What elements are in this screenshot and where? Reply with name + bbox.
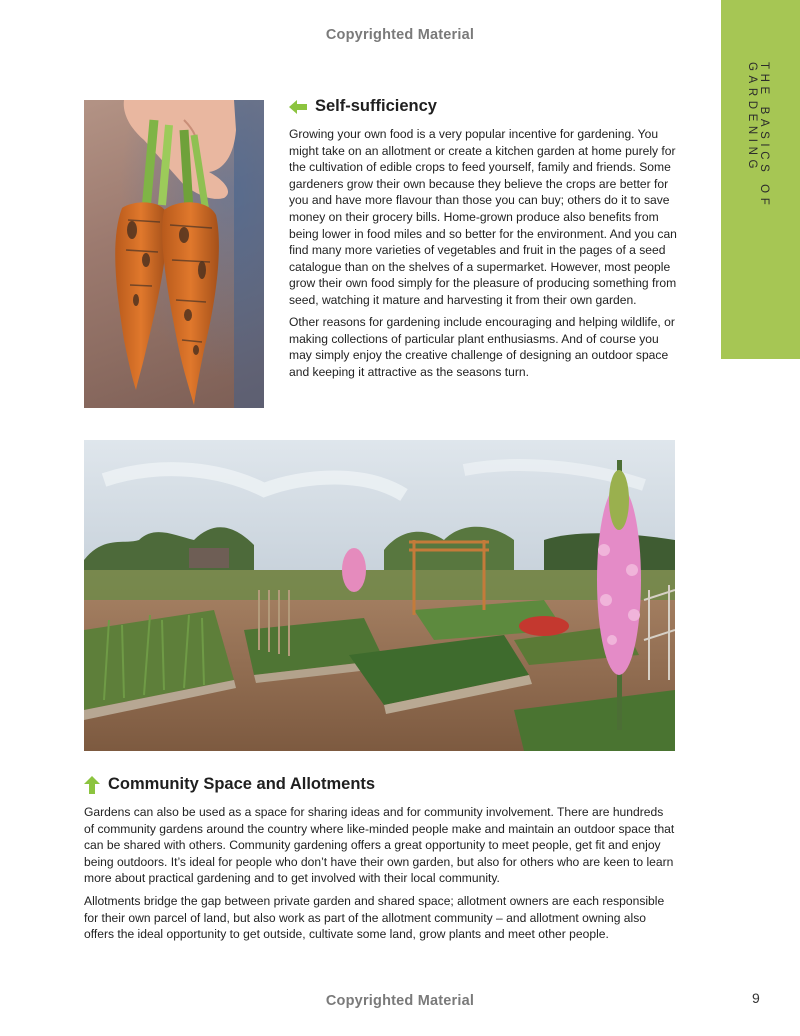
self-sufficiency-paragraph-2: Other reasons for gardening include encouraging and helping wildlife, or making collections of particular plant enthusiasms. And of course you may simply enjoy the creative challenge of designing an outdoor space and keeping it attractive as the seasons turn.	[289, 315, 675, 379]
watermark-bottom: Copyrighted Material	[325, 993, 475, 1009]
page-number: 9	[752, 990, 760, 1006]
watermark-top: Copyrighted Material	[325, 27, 475, 43]
allotment-garden-photo	[84, 440, 675, 751]
community-paragraph-1: Gardens can also be used as a space for sharing ideas and for community involvement. There are hundreds of community gardens around the country where like-minded people make and maintain an outdoor space that can be shared with others. Community gardening offers a great opportunity to meet people, get fit and enjoy being outdoors. It’s ideal for people who don’t have their own garden, but also for others who are keen to learn more about practical gardening and to get involved with their local community.	[84, 805, 675, 886]
self-sufficiency-heading	[289, 97, 437, 116]
community-paragraph-2: Allotments bridge the gap between private garden and shared space; allotment owners are each responsible for their own parcel of land, but also work as part of the allotment community – and allotment owning also offers the ideal opportunity to get outside, cultivate some land, grow plants and meet other people.	[84, 894, 665, 942]
arrow-up-icon	[84, 776, 100, 794]
chapter-title: THE BASICS OF GARDENING	[746, 62, 770, 210]
community-title: Community Space and Allotments	[108, 775, 376, 793]
carrots-photo	[84, 100, 264, 408]
self-sufficiency-paragraph-1: Growing your own food is a very popular incentive for gardening. You might take on an allotment or create a kitchen garden at home purely for the cultivation of edible crops to feed yourself, family and friends. Some gardeners grow their own because they believe the crops are better for you and have more flavour than those you can buy; others do it to save money on their grocery bills. Home-grown produce also benefits from being lower in food miles and so better for the environment. And you can find many more varieties of vegetables and fruit in the pages of a seed catalogue than on the shelves of a supermarket. However, most people grow their own food simply for the pleasure of producing something from seed, watching it mature and harvesting it from their own garden.	[289, 127, 677, 307]
self-sufficiency-title: Self-sufficiency	[315, 97, 437, 115]
community-heading	[84, 775, 375, 794]
arrow-left-icon	[289, 100, 307, 114]
